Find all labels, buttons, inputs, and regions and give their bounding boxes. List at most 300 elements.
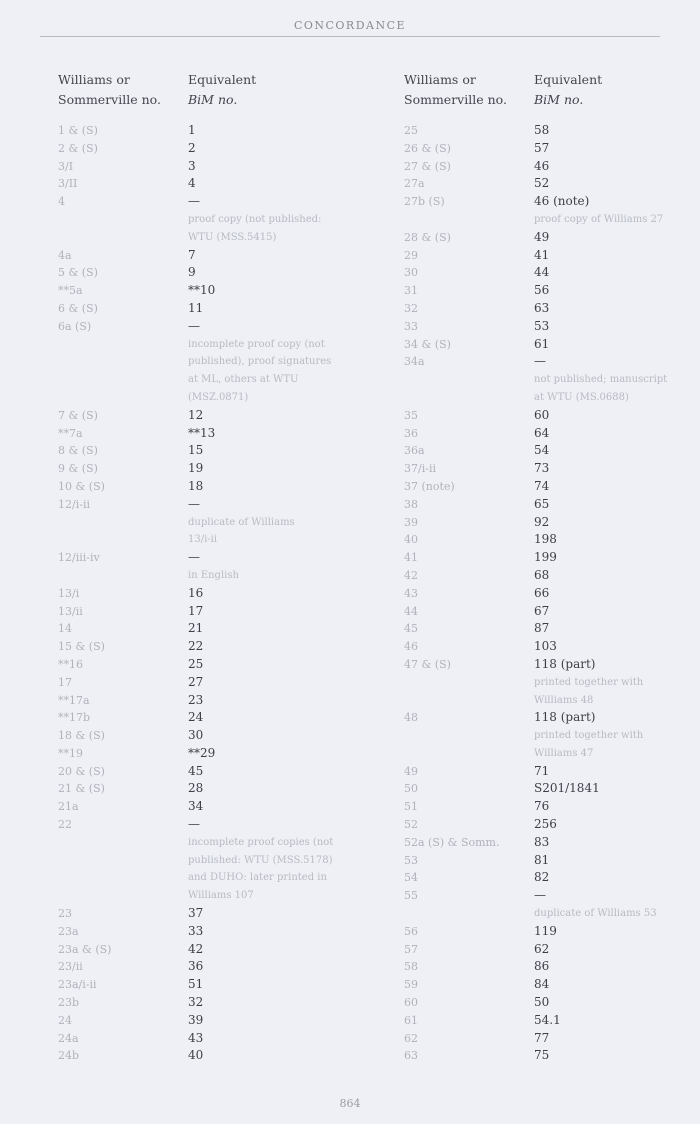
- bim-header-line-1: Equivalent: [188, 72, 257, 87]
- note-text: printed together with: [534, 676, 644, 688]
- table-row: [58, 158, 358, 176]
- table-row: [58, 407, 358, 425]
- bim-number: 118 (part): [534, 656, 596, 671]
- table-row: [404, 958, 684, 976]
- williams-number: 23a: [58, 924, 79, 938]
- bim-number: 12: [188, 407, 204, 422]
- table-row: [404, 442, 684, 460]
- note-text: Williams 48: [534, 694, 594, 706]
- bim-number: 30: [188, 728, 204, 743]
- column-header: [404, 70, 684, 116]
- bim-number: 49: [534, 229, 550, 244]
- williams-number: 13/ii: [58, 604, 83, 618]
- bim-number: —: [188, 496, 200, 511]
- williams-number: 51: [404, 800, 418, 814]
- bim-number: 27: [188, 674, 204, 689]
- column-header: [58, 70, 358, 116]
- bim-number: 64: [534, 425, 550, 440]
- williams-number: 7 & (S): [58, 408, 98, 422]
- table-row: [58, 442, 358, 460]
- table-row: [58, 923, 358, 941]
- williams-number: 20 & (S): [58, 764, 105, 778]
- bim-number: 71: [534, 763, 550, 778]
- table-row: [404, 336, 684, 354]
- note-row: [404, 692, 684, 710]
- williams-number: 25: [404, 124, 418, 137]
- table-row: [404, 264, 684, 282]
- williams-number: 62: [404, 1031, 418, 1045]
- table-row: [404, 140, 684, 158]
- table-row: [58, 318, 358, 336]
- note-text: proof copy of Williams 27: [534, 213, 664, 225]
- williams-number: 5 & (S): [58, 266, 98, 280]
- bim-number: 50: [534, 995, 550, 1010]
- williams-number: 52: [404, 818, 418, 832]
- williams-number: 49: [404, 764, 418, 778]
- note-row: [58, 869, 358, 887]
- williams-number: 33: [404, 319, 418, 333]
- bim-number: —: [534, 354, 546, 369]
- bim-number: —: [188, 817, 200, 832]
- williams-number: 31: [404, 284, 418, 298]
- williams-number: 27a: [404, 177, 425, 191]
- bim-number: 1: [188, 123, 196, 137]
- table-row: [58, 763, 358, 781]
- williams-number: 12/i-ii: [58, 497, 90, 511]
- table-row: [58, 496, 358, 514]
- williams-number: 32: [404, 301, 418, 315]
- bim-header: [188, 70, 256, 110]
- note-row: [58, 834, 358, 852]
- table-row: [404, 869, 684, 887]
- note-row: [58, 336, 358, 354]
- williams-number: 21a: [58, 800, 79, 814]
- bim-number: —: [188, 194, 200, 209]
- bim-number: 9: [188, 265, 196, 280]
- williams-number: 43: [404, 586, 418, 600]
- note-row: [58, 389, 358, 407]
- table-row: [404, 976, 684, 994]
- table-row: [58, 193, 358, 211]
- bim-number: 198: [534, 532, 557, 547]
- table-row: [58, 175, 358, 193]
- table-row: [404, 638, 684, 656]
- table-row: [58, 247, 358, 265]
- bim-number: 3: [188, 158, 196, 173]
- williams-number: 63: [404, 1049, 418, 1063]
- note-row: [404, 745, 684, 763]
- bim-number: 86: [534, 959, 550, 974]
- williams-number: 37 (note): [404, 479, 455, 493]
- williams-number: 8 & (S): [58, 444, 98, 458]
- williams-number: 23a/i-ii: [58, 978, 97, 992]
- note-text: incomplete proof copies (not: [188, 836, 334, 848]
- williams-number: 14: [58, 622, 72, 636]
- note-row: [404, 674, 684, 692]
- table-row: [404, 318, 684, 336]
- table-row: [58, 140, 358, 158]
- bim-number: 73: [534, 461, 550, 476]
- williams-number: 36: [404, 426, 418, 440]
- bim-number: —: [188, 318, 200, 333]
- williams-number: 6a (S): [58, 319, 92, 333]
- table-row: [404, 282, 684, 300]
- williams-number: **7a: [58, 426, 83, 440]
- williams-number: 50: [404, 782, 418, 796]
- note-text: incomplete proof copy (not: [188, 338, 325, 350]
- note-row: [404, 371, 684, 389]
- note-text: duplicate of Williams: [188, 516, 295, 528]
- table-row: [58, 798, 358, 816]
- table-row: [58, 264, 358, 282]
- williams-number: 57: [404, 942, 418, 956]
- table-row: [404, 193, 684, 211]
- running-head: CONCORDANCE: [293, 19, 407, 32]
- table-row: [58, 1047, 358, 1065]
- bim-number: 41: [534, 247, 550, 262]
- note-row: [58, 229, 358, 247]
- bim-number: 22: [188, 639, 204, 654]
- bim-number: —: [188, 550, 200, 565]
- table-row: [404, 496, 684, 514]
- bim-number: 56: [534, 283, 550, 298]
- williams-number: 26 & (S): [404, 141, 451, 155]
- williams-number: 29: [404, 248, 418, 262]
- williams-number: 6 & (S): [58, 301, 98, 315]
- table-row: [404, 798, 684, 816]
- bim-number: **13: [188, 425, 216, 440]
- williams-number: 58: [404, 960, 418, 974]
- note-text: in English: [188, 569, 239, 581]
- note-text: and DUHO: later printed in: [188, 872, 327, 884]
- bim-number: 24: [188, 710, 204, 725]
- note-row: [404, 211, 684, 229]
- bim-number: 33: [188, 923, 204, 938]
- williams-number: 54: [404, 871, 418, 885]
- note-text: (MSZ.0871): [188, 391, 249, 403]
- table-row: [404, 122, 684, 140]
- note-row: [58, 371, 358, 389]
- table-row: [404, 300, 684, 318]
- concordance-column-right: [404, 70, 684, 1063]
- table-row: [404, 158, 684, 176]
- bim-number: 118 (part): [534, 710, 596, 725]
- williams-number: 61: [404, 1013, 418, 1027]
- williams-number: 13/i: [58, 586, 80, 600]
- bim-number: 42: [188, 941, 204, 956]
- bim-number: 23: [188, 692, 204, 707]
- williams-number: 9 & (S): [58, 462, 98, 476]
- table-row: [58, 1030, 358, 1048]
- table-row: [404, 531, 684, 549]
- bim-number: 46 (note): [534, 194, 590, 209]
- williams-number: 38: [404, 497, 418, 511]
- bim-number: 199: [534, 550, 557, 565]
- williams-header-line-2: Sommerville no.: [58, 92, 161, 107]
- note-text: duplicate of Williams 53: [534, 908, 657, 920]
- williams-number: 30: [404, 266, 418, 280]
- table-row: [58, 282, 358, 300]
- williams-number: 34 & (S): [404, 337, 451, 351]
- williams-header: [58, 70, 161, 110]
- table-row: [404, 407, 684, 425]
- table-row: [404, 567, 684, 585]
- bim-number: 44: [534, 265, 550, 280]
- table-row: [58, 603, 358, 621]
- note-text: WTU (MSS.5415): [188, 231, 277, 243]
- note-text: Williams 107: [188, 890, 254, 902]
- bim-header-line-2: BiM no.: [534, 92, 584, 107]
- bim-number: 81: [534, 852, 550, 867]
- williams-number: 39: [404, 515, 418, 529]
- table-row: [58, 549, 358, 567]
- williams-number: 40: [404, 533, 418, 547]
- williams-number: 44: [404, 604, 418, 618]
- note-row: [58, 514, 358, 532]
- bim-number: 7: [188, 247, 196, 262]
- table-row: [58, 816, 358, 834]
- williams-number: 17: [58, 675, 72, 689]
- bim-number: 256: [534, 817, 557, 832]
- table-row: [58, 656, 358, 674]
- williams-number: 24b: [58, 1049, 80, 1063]
- bim-number: **10: [188, 283, 216, 298]
- table-row: [404, 460, 684, 478]
- note-row: [404, 727, 684, 745]
- bim-number: 53: [534, 318, 550, 333]
- bim-number: 21: [188, 621, 204, 636]
- bim-number: 46: [534, 158, 550, 173]
- note-text: at ML, others at WTU: [188, 374, 299, 386]
- bim-number: 40: [188, 1048, 204, 1063]
- table-row: [404, 780, 684, 798]
- table-row: [404, 247, 684, 265]
- williams-header-line-2: Sommerville no.: [404, 92, 507, 107]
- table-row: [404, 887, 684, 905]
- bim-number: 16: [188, 585, 204, 600]
- williams-number: **5a: [58, 284, 83, 298]
- williams-number: 53: [404, 853, 418, 867]
- table-row: [404, 603, 684, 621]
- williams-header-line-1: Williams or: [58, 72, 130, 87]
- bim-number: 83: [534, 834, 550, 849]
- williams-number: **17a: [58, 693, 90, 707]
- williams-number: 56: [404, 924, 418, 938]
- williams-number: 24: [58, 1013, 72, 1027]
- williams-number: 37/i-ii: [404, 462, 436, 476]
- table-row: [58, 780, 358, 798]
- williams-number: 24a: [58, 1031, 79, 1045]
- williams-number: 3/I: [58, 159, 74, 173]
- table-row: [58, 958, 358, 976]
- table-row: [58, 692, 358, 710]
- bim-number: **29: [188, 745, 216, 760]
- williams-number: 55: [404, 889, 418, 903]
- table-row: [58, 745, 358, 763]
- table-row: [404, 353, 684, 371]
- williams-number: 28 & (S): [404, 230, 451, 244]
- bim-header-line-2: BiM no.: [188, 92, 238, 107]
- table-row: [58, 1012, 358, 1030]
- williams-number: 27 & (S): [404, 159, 451, 173]
- williams-number: 3/II: [58, 177, 78, 191]
- page-number: 864: [339, 1097, 361, 1110]
- williams-number: **16: [58, 657, 83, 671]
- table-row: [58, 674, 358, 692]
- bim-number: 82: [534, 870, 550, 885]
- bim-number: 45: [188, 763, 204, 778]
- williams-number: 23: [58, 907, 72, 921]
- note-text: published: WTU (MSS.5178): [188, 854, 333, 866]
- williams-number: 36a: [404, 444, 425, 458]
- note-row: [58, 852, 358, 870]
- table-row: [404, 816, 684, 834]
- table-row: [404, 1030, 684, 1048]
- bim-number: 103: [534, 639, 557, 654]
- williams-number: **17b: [58, 711, 91, 725]
- bim-number: 51: [188, 977, 204, 992]
- table-row: [58, 620, 358, 638]
- table-row: [58, 460, 358, 478]
- williams-number: 60: [404, 996, 418, 1010]
- williams-number: 41: [404, 551, 418, 565]
- williams-number: 23/ii: [58, 960, 83, 974]
- bim-number: 19: [188, 461, 204, 476]
- table-row: [404, 229, 684, 247]
- header-rule: [40, 36, 660, 37]
- williams-number: 23a & (S): [58, 942, 112, 956]
- note-row: [58, 531, 358, 549]
- williams-number: 27b (S): [404, 195, 445, 209]
- bim-number: 67: [534, 603, 550, 618]
- bim-number: 68: [534, 567, 550, 582]
- note-text: Williams 47: [534, 747, 594, 759]
- bim-number: 87: [534, 621, 550, 636]
- table-row: [58, 709, 358, 727]
- note-text: printed together with: [534, 730, 644, 742]
- table-row: [404, 549, 684, 567]
- concordance-rows: [58, 122, 358, 1065]
- table-row: [404, 1047, 684, 1065]
- bim-number: 65: [534, 496, 550, 511]
- table-row: [58, 727, 358, 745]
- williams-number: 15 & (S): [58, 640, 105, 654]
- note-row: [404, 905, 684, 923]
- bim-number: 60: [534, 407, 550, 422]
- note-row: [58, 353, 358, 371]
- bim-number: 77: [534, 1030, 550, 1045]
- williams-number: **19: [58, 746, 83, 760]
- bim-number: 18: [188, 478, 204, 493]
- note-text: at WTU (MS.0688): [534, 391, 629, 403]
- table-row: [404, 994, 684, 1012]
- bim-number: 43: [188, 1030, 204, 1045]
- table-row: [58, 994, 358, 1012]
- table-row: [404, 514, 684, 532]
- bim-number: 84: [534, 977, 550, 992]
- table-row: [58, 425, 358, 443]
- concordance-column-left: [58, 70, 358, 1063]
- table-row: [58, 478, 358, 496]
- williams-number: 42: [404, 568, 418, 582]
- williams-number: 18 & (S): [58, 729, 105, 743]
- table-row: [404, 656, 684, 674]
- bim-number: 52: [534, 176, 550, 191]
- table-row: [404, 852, 684, 870]
- table-row: [404, 834, 684, 852]
- note-row: [58, 211, 358, 229]
- table-row: [404, 620, 684, 638]
- bim-number: 15: [188, 443, 204, 458]
- williams-number: 46: [404, 640, 418, 654]
- table-row: [404, 763, 684, 781]
- williams-number: 34a: [404, 355, 425, 369]
- bim-number: 25: [188, 656, 204, 671]
- bim-number: 92: [534, 514, 550, 529]
- bim-number: 66: [534, 585, 550, 600]
- bim-number: 57: [534, 140, 550, 155]
- bim-number: 75: [534, 1048, 550, 1063]
- table-row: [58, 976, 358, 994]
- bim-number: 58: [534, 123, 550, 137]
- table-row: [58, 638, 358, 656]
- table-row: [58, 905, 358, 923]
- table-row: [404, 941, 684, 959]
- williams-number: 4a: [58, 248, 72, 262]
- table-row: [404, 425, 684, 443]
- bim-number: 2: [188, 140, 196, 155]
- williams-number: 10 & (S): [58, 479, 105, 493]
- bim-number: 54.1: [534, 1012, 561, 1027]
- williams-number: 23b: [58, 996, 80, 1010]
- bim-number: 36: [188, 959, 204, 974]
- williams-number: 2 & (S): [58, 141, 98, 155]
- table-row: [58, 585, 358, 603]
- bim-number: 28: [188, 781, 204, 796]
- bim-number: 74: [534, 478, 550, 493]
- bim-number: 62: [534, 941, 550, 956]
- bim-number: 32: [188, 995, 204, 1010]
- bim-number: 34: [188, 799, 204, 814]
- williams-number: 48: [404, 711, 418, 725]
- williams-header: [404, 70, 507, 110]
- table-row: [58, 300, 358, 318]
- table-row: [58, 941, 358, 959]
- note-text: not published; manuscript: [534, 374, 668, 386]
- williams-number: 45: [404, 622, 418, 636]
- table-row: [404, 709, 684, 727]
- bim-number: —: [534, 888, 546, 903]
- bim-header: [534, 70, 602, 110]
- bim-number: 39: [188, 1012, 204, 1027]
- williams-number: 21 & (S): [58, 782, 105, 796]
- williams-number: 52a (S) & Somm.: [404, 835, 500, 849]
- bim-number: 54: [534, 443, 550, 458]
- table-row: [404, 585, 684, 603]
- bim-number: 76: [534, 799, 550, 814]
- williams-number: 59: [404, 978, 418, 992]
- note-text: 13/i-ii: [188, 534, 218, 546]
- williams-number: 4: [58, 195, 65, 209]
- table-row: [404, 923, 684, 941]
- bim-header-line-1: Equivalent: [534, 72, 603, 87]
- williams-number: 47 & (S): [404, 657, 451, 671]
- note-row: [58, 567, 358, 585]
- bim-number: 119: [534, 923, 557, 938]
- table-row: [58, 122, 358, 140]
- bim-number: 61: [534, 336, 550, 351]
- williams-number: 1 & (S): [58, 124, 98, 137]
